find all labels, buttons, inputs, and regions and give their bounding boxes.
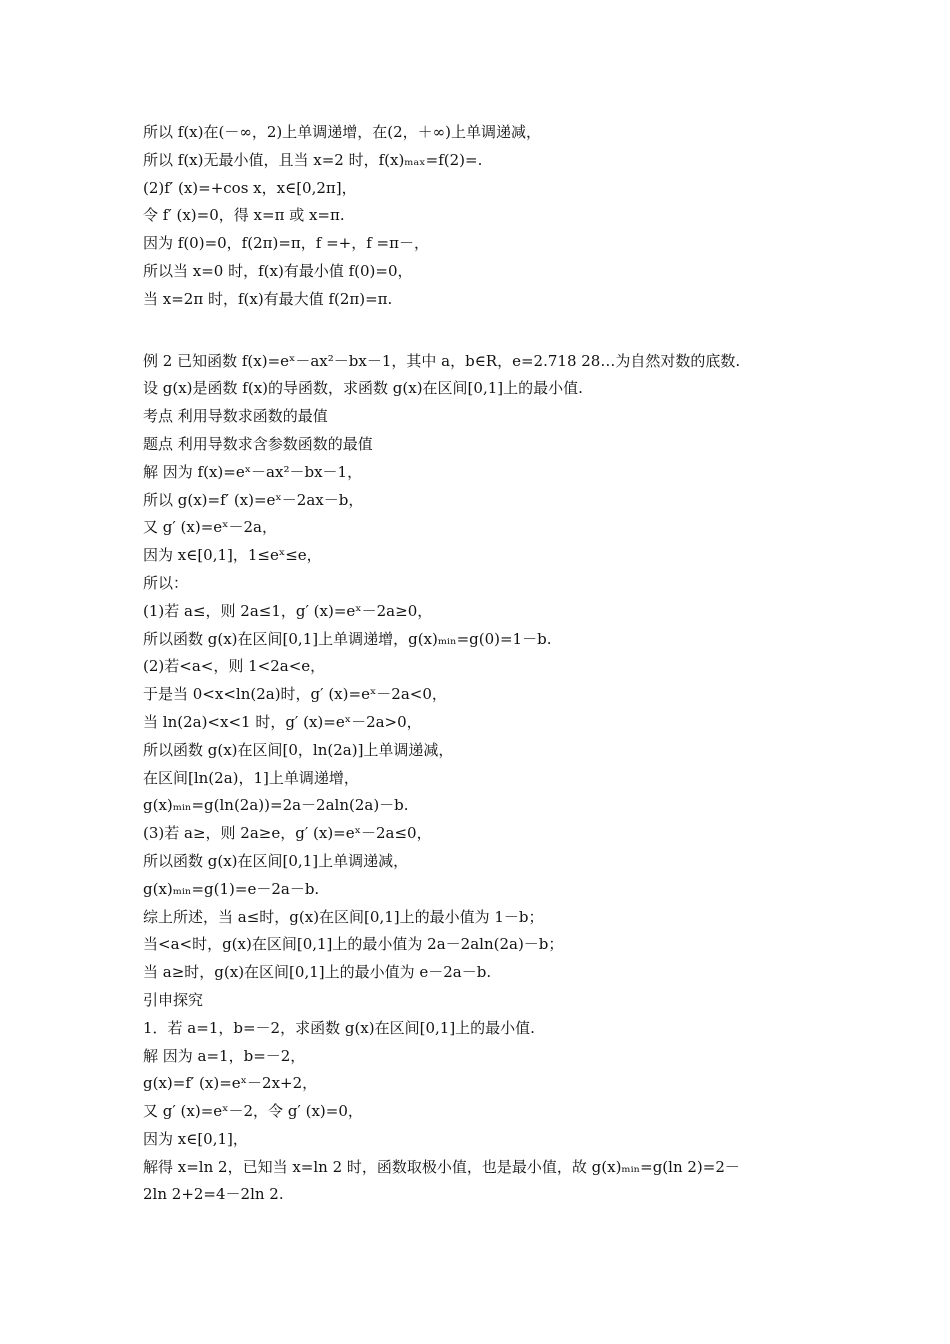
text-line: 因为 f(0)=0，f(2π)=π，f =+，f =π－， [143, 234, 429, 253]
paragraph-gap [143, 314, 823, 348]
text-line: 因为 x∈[0,1]，1≤eˣ≤e， [143, 546, 322, 565]
text-line: 所以 f(x)在(－∞，2)上单调递增，在(2，＋∞)上单调递减， [143, 123, 541, 141]
text-line: 当<a<时，g(x)在区间[0,1]上的最小值为 2a－2aln(2a)－b； [143, 935, 564, 954]
text-line: 当 ln(2a)<x<1 时，g′ (x)=eˣ－2a>0， [143, 712, 422, 731]
text-line: 综上所述，当 a≤时，g(x)在区间[0,1]上的最小值为 1－b； [143, 907, 544, 926]
text-line: 又 g′ (x)=eˣ－2，令 g′ (x)=0， [143, 1102, 363, 1121]
text-line: g(x)ₘᵢₙ=g(ln(2a))=2a－2aln(2a)－b. [143, 796, 409, 815]
text-line: 所以函数 g(x)在区间[0,1]上单调递增，g(x)ₘᵢₙ=g(0)=1－b. [143, 629, 552, 648]
text-line: 1．若 a=1，b=－2，求函数 g(x)在区间[0,1]上的最小值. [143, 1018, 535, 1037]
text-line: 当 a≥时，g(x)在区间[0,1]上的最小值为 e－2a－b. [143, 963, 492, 982]
text-line: 解得 x=ln 2，已知当 x=ln 2 时，函数取极小值，也是最小值，故 g(x)ₘᵢₙ=g(ln 2)=2－ [143, 1157, 740, 1176]
text-line: 当 x=2π 时，f(x)有最大值 f(2π)=π. [143, 289, 393, 308]
text-line: 又 g′ (x)=eˣ－2a， [143, 518, 277, 537]
text-line: (2)f′ (x)=+cos x，x∈[0,2π]， [143, 178, 357, 197]
subtopic-label: 题点 利用导数求含参数函数的最值 [143, 434, 373, 453]
solution-part-1 [143, 119, 823, 314]
text-line: 解 因为 f(x)=eˣ－ax²－bx－1， [143, 462, 363, 481]
text-line: 所以当 x=0 时，f(x)有最小值 f(0)=0， [143, 261, 413, 280]
text-line: 于是当 0<x<ln(2a)时，g′ (x)=eˣ－2a<0， [143, 685, 447, 704]
text-line: 所以 f(x)无最小值，且当 x=2 时，f(x)ₘₐₓ=f(2)=. [143, 150, 483, 169]
text-line: 所以函数 g(x)在区间[0，ln(2a)]上单调递减， [143, 740, 454, 759]
text-line: 所以函数 g(x)在区间[0,1]上单调递减， [143, 851, 409, 870]
text-line: 设 g(x)是函数 f(x)的导函数，求函数 g(x)在区间[0,1]上的最小值. [143, 379, 583, 398]
example-title: 例 2 已知函数 f(x)=eˣ－ax²－bx－1，其中 a，b∈R，e=2.718 28…为自然对数的底数. [143, 351, 741, 370]
text-line: 在区间[ln(2a)，1]上单调递增， [143, 768, 359, 787]
text-line: (3)若 a≥，则 2a≥e，g′ (x)=eˣ－2a≤0， [143, 824, 432, 843]
text-line: (1)若 a≤，则 2a≤1，g′ (x)=eˣ－2a≥0， [143, 601, 433, 620]
text-line: 因为 x∈[0,1]， [143, 1129, 248, 1148]
text-line: 解 因为 a=1，b=－2， [143, 1046, 306, 1065]
text-line: g(x)=f′ (x)=eˣ－2x+2， [143, 1074, 318, 1093]
example-2-section [143, 348, 823, 1210]
topic-label: 考点 利用导数求函数的最值 [143, 407, 328, 426]
text-line: (2)若<a<，则 1<2a<e， [143, 657, 326, 676]
text-line: 所以： [143, 573, 189, 592]
text-line: 令 f′ (x)=0，得 x=π 或 x=π. [143, 206, 345, 225]
text-line: g(x)ₘᵢₙ=g(1)=e－2a－b. [143, 879, 320, 898]
text-line: 2ln 2+2=4－2ln 2. [143, 1185, 284, 1204]
document-page [143, 119, 823, 1209]
text-line: 所以 g(x)=f′ (x)=eˣ－2ax－b， [143, 490, 364, 509]
section-heading: 引申探究 [143, 990, 204, 1009]
